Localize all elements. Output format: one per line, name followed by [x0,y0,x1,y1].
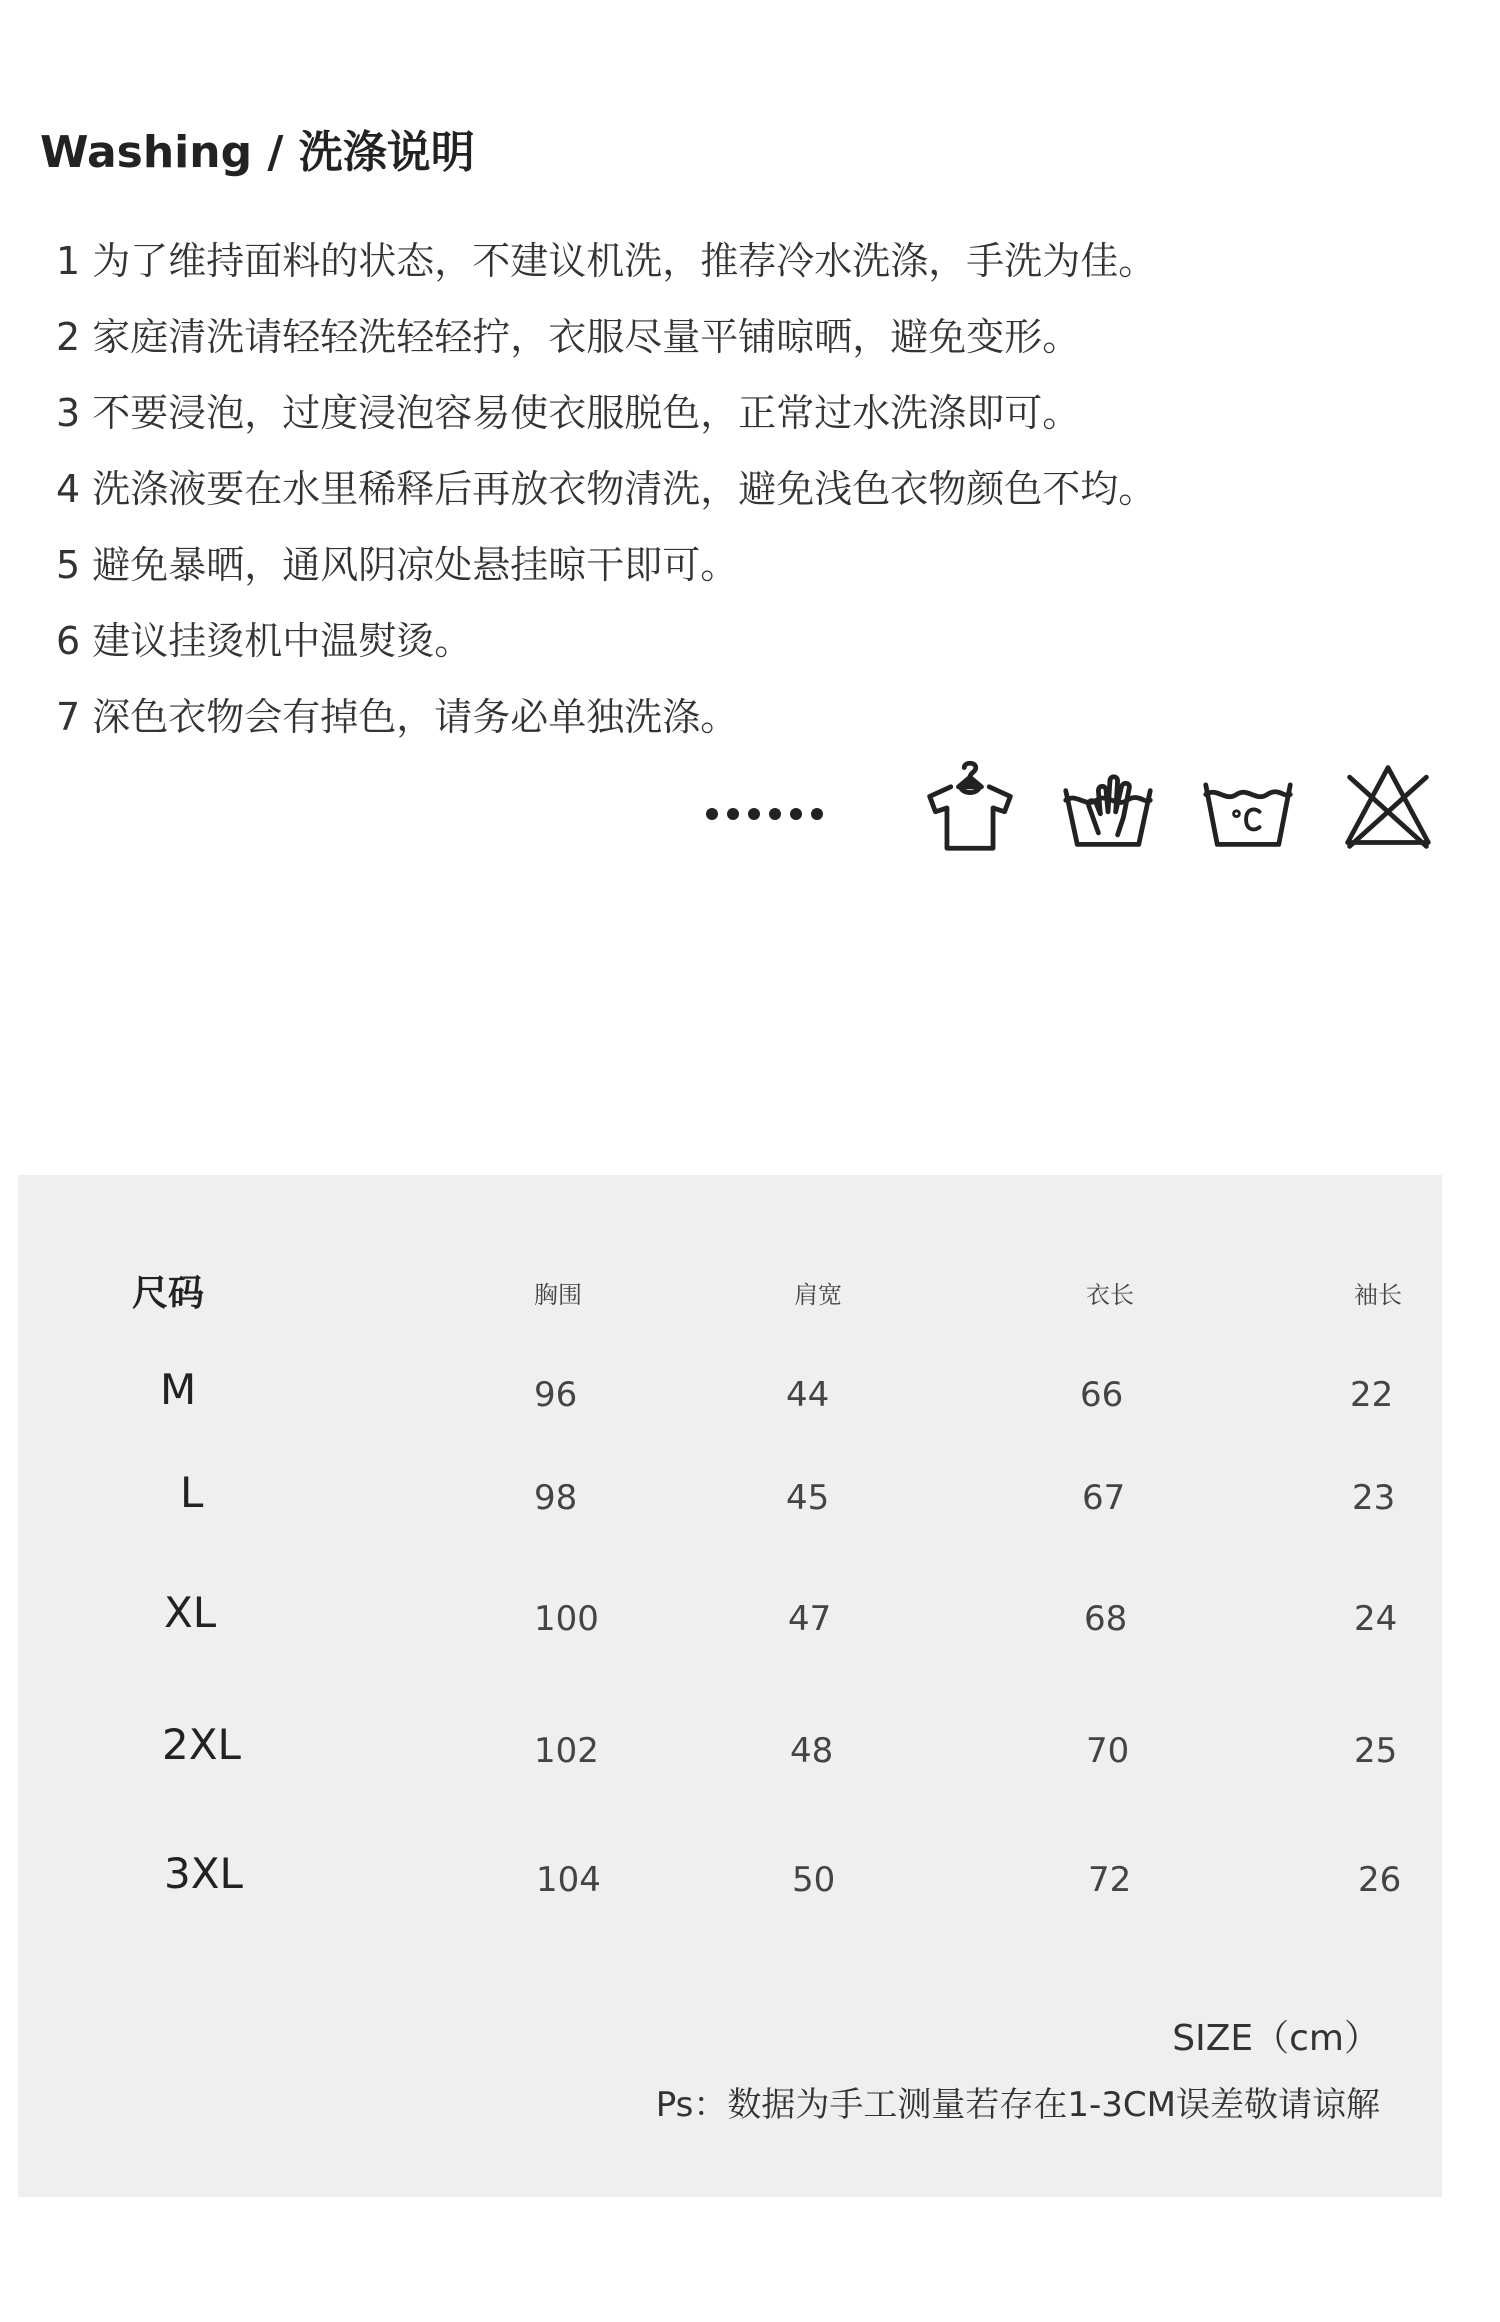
chest-xl: 100 [534,1599,599,1639]
shoulder-2xl: 48 [790,1731,834,1771]
washing-instruction-1: 1 为了维持面料的状态，不建议机洗，推荐冷水洗涤，手洗为佳。 [56,239,1157,283]
size-label-2xl: 2XL [162,1720,241,1769]
size-label-m: M [160,1365,197,1414]
dots-separator [706,808,823,820]
wash-temperature-icon [1200,758,1296,854]
size-label-xl: XL [164,1588,217,1637]
size-chart-panel [18,1175,1442,2197]
size-unit-label: SIZE（cm） [1172,2018,1380,2059]
size-label-l: L [180,1468,204,1517]
length-m: 66 [1080,1375,1124,1415]
header-sleeve: 袖长 [1354,1281,1402,1309]
header-length: 衣长 [1086,1281,1134,1309]
sleeve-xl: 24 [1354,1599,1398,1639]
washing-title: Washing / 洗涤说明 [40,127,475,178]
washing-instruction-6: 6 建议挂烫机中温熨烫。 [56,619,473,663]
length-xl: 68 [1084,1599,1128,1639]
chest-m: 96 [534,1375,578,1415]
shoulder-l: 45 [786,1478,830,1518]
sleeve-m: 22 [1350,1375,1394,1415]
shoulder-3xl: 50 [792,1860,836,1900]
header-chest: 胸围 [534,1281,582,1309]
length-l: 67 [1082,1478,1126,1518]
washing-instruction-3: 3 不要浸泡，过度浸泡容易使衣服脱色，正常过水洗涤即可。 [56,391,1081,435]
chest-2xl: 102 [534,1731,599,1771]
washing-instruction-4: 4 洗涤液要在水里稀释后再放衣物清洗，避免浅色衣物颜色不均。 [56,467,1157,511]
sleeve-3xl: 26 [1358,1860,1402,1900]
do-not-bleach-icon [1340,758,1436,854]
measurement-note: Ps：数据为手工测量若存在1-3CM误差敬请谅解 [655,2085,1380,2125]
washing-instructions-list [56,236,1156,768]
washing-instruction-7: 7 深色衣物会有掉色，请务必单独洗涤。 [56,695,739,739]
hang-dry-icon [922,758,1018,854]
length-3xl: 72 [1088,1860,1132,1900]
length-2xl: 70 [1086,1731,1130,1771]
chest-3xl: 104 [536,1860,601,1900]
hand-wash-icon [1060,758,1156,854]
shoulder-xl: 47 [788,1599,832,1639]
header-shoulder: 肩宽 [794,1281,842,1309]
sleeve-2xl: 25 [1354,1731,1398,1771]
sleeve-l: 23 [1352,1478,1396,1518]
washing-instruction-5: 5 避免暴晒，通风阴凉处悬挂晾干即可。 [56,543,739,587]
shoulder-m: 44 [786,1375,830,1415]
header-size: 尺码 [132,1273,205,1314]
washing-instruction-2: 2 家庭清洗请轻轻洗轻轻拧，衣服尽量平铺晾晒，避免变形。 [56,315,1081,359]
chest-l: 98 [534,1478,578,1518]
size-label-3xl: 3XL [164,1849,243,1898]
